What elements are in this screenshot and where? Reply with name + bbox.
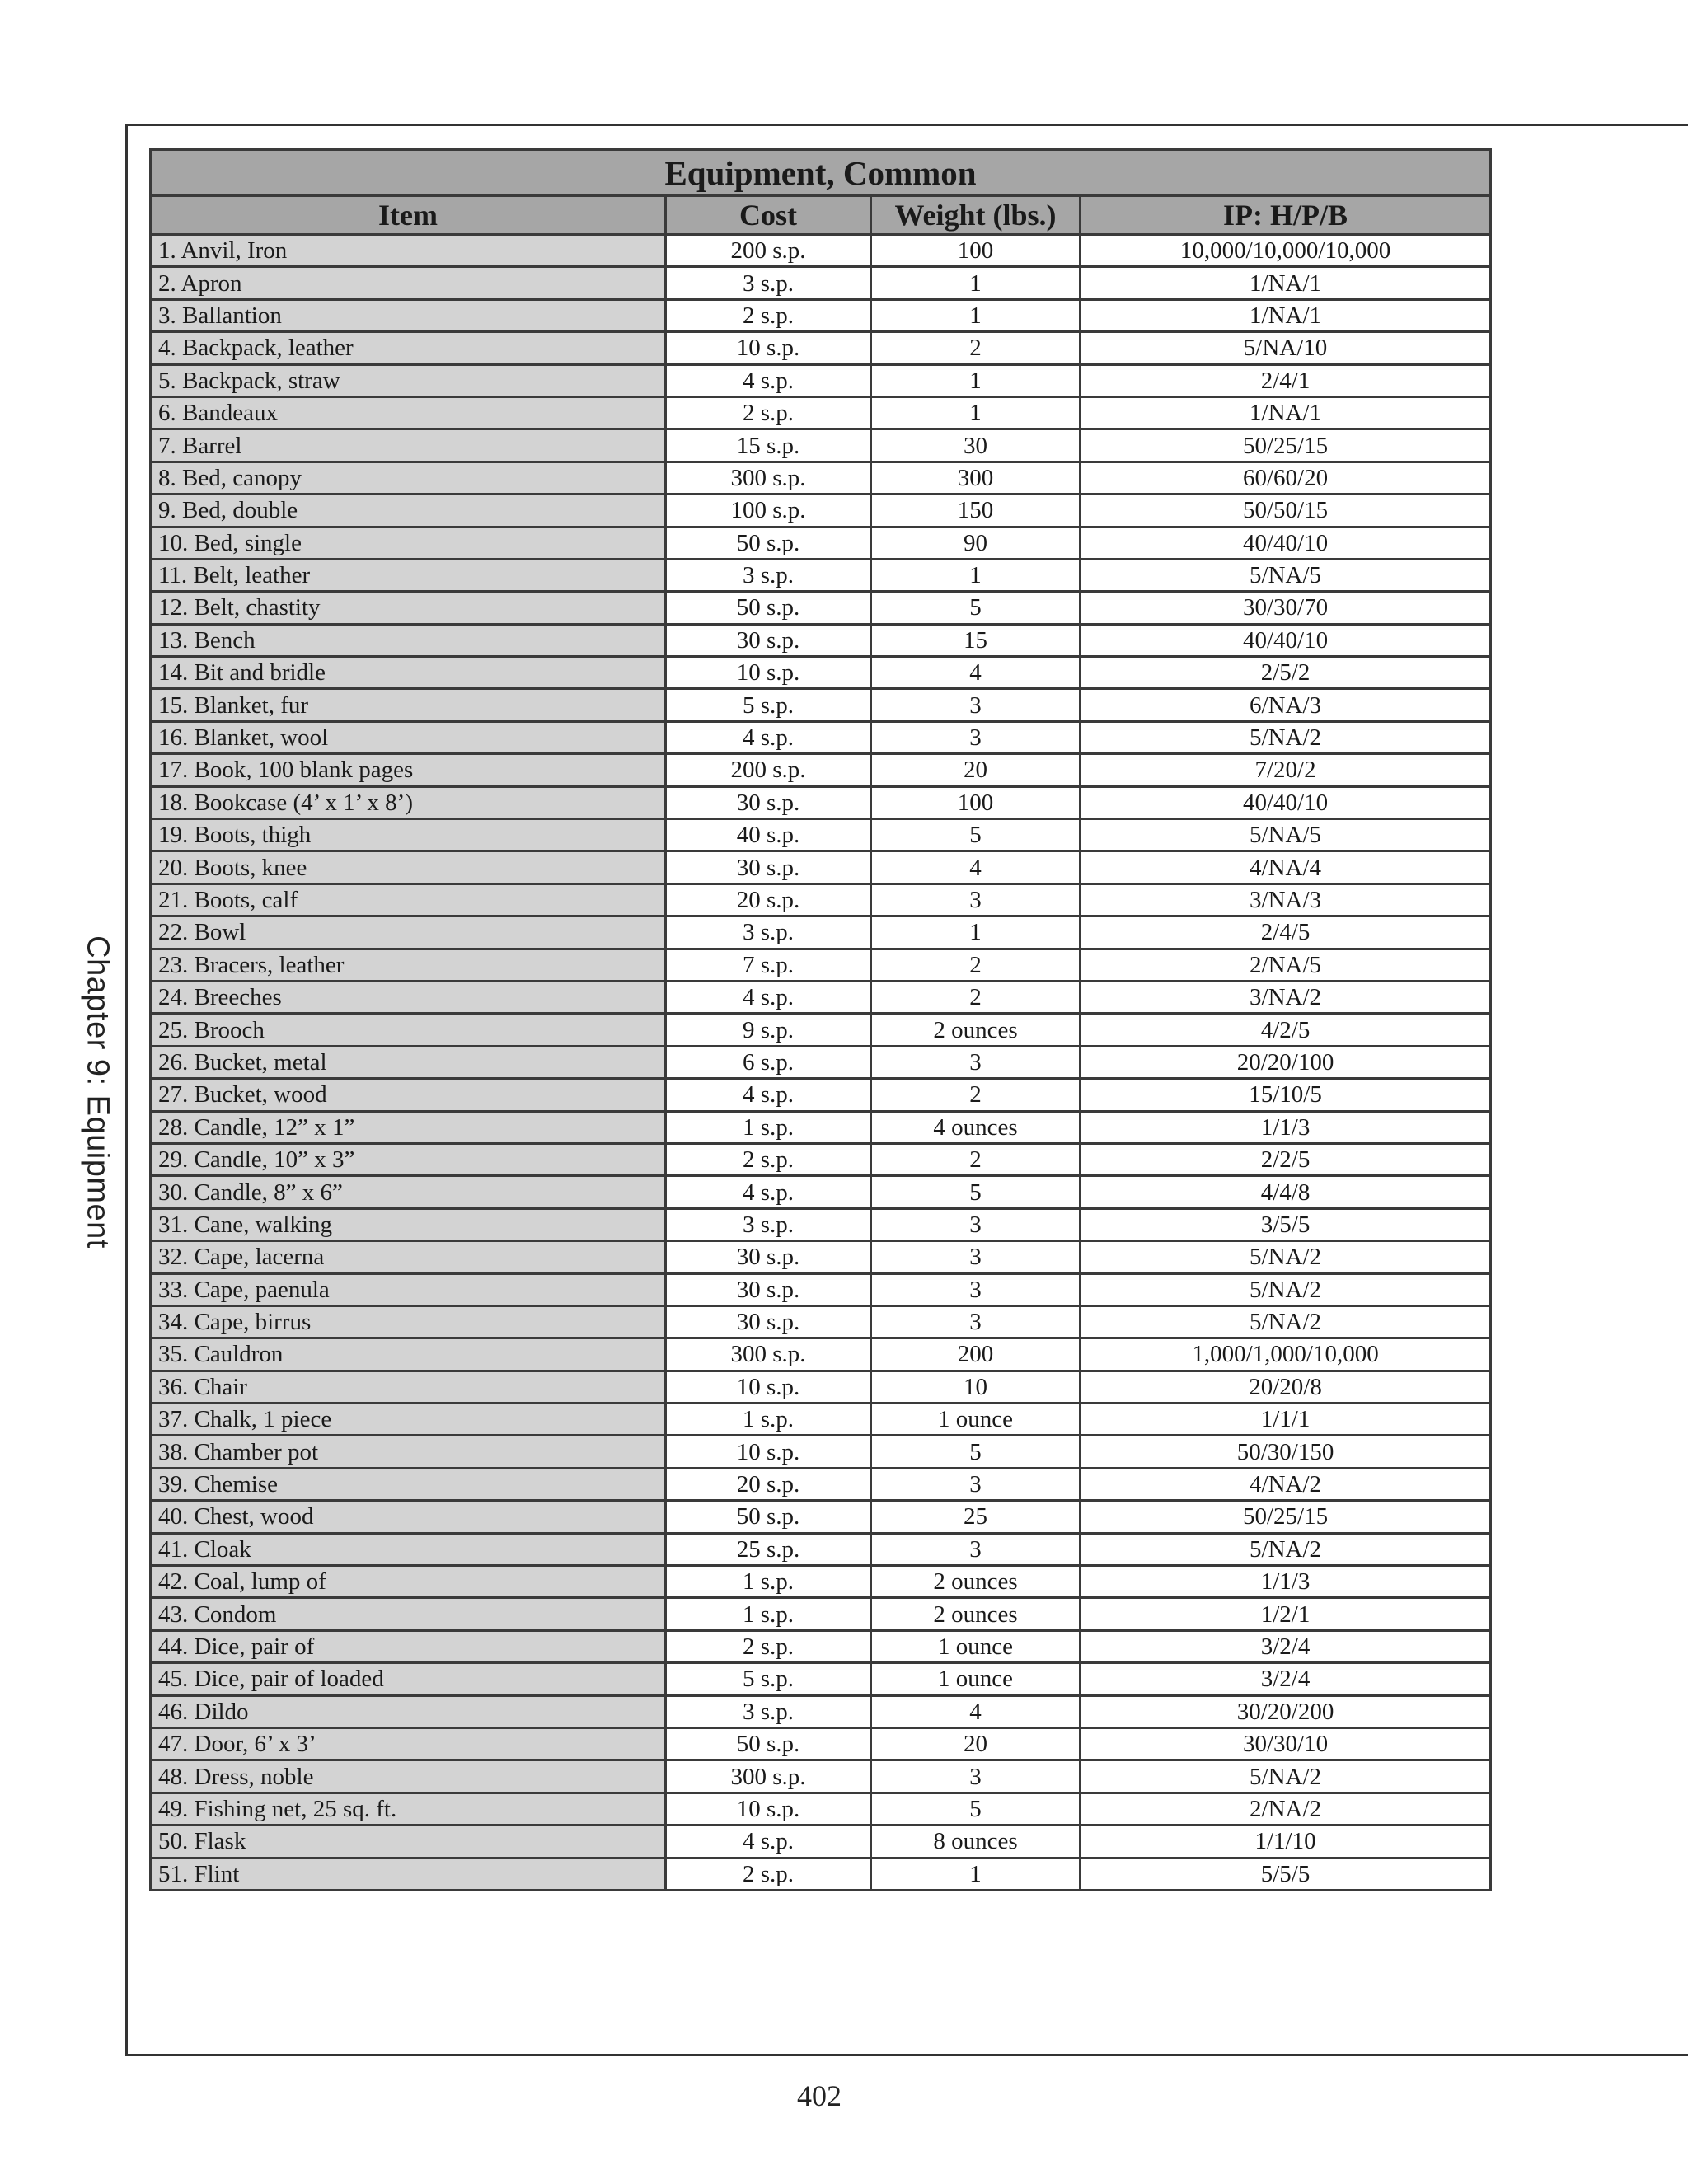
cell-ip: 40/40/10 [1081, 624, 1491, 656]
cell-ip: 5/NA/2 [1081, 1273, 1491, 1305]
cell-item: 28. Candle, 12” x 1” [151, 1111, 666, 1143]
table-row [151, 1014, 1491, 1046]
table-row [151, 299, 1491, 331]
table-row [151, 1858, 1491, 1890]
cell-item: 46. Dildo [151, 1695, 666, 1727]
cell-ip: 4/2/5 [1081, 1014, 1491, 1046]
cell-weight: 1 ounce [871, 1404, 1081, 1436]
cell-cost: 3 s.p. [666, 267, 871, 299]
cell-cost: 3 s.p. [666, 1208, 871, 1240]
cell-cost: 5 s.p. [666, 1663, 871, 1695]
table-row [151, 1695, 1491, 1727]
cell-cost: 5 s.p. [666, 689, 871, 721]
cell-weight: 2 [871, 949, 1081, 981]
cell-item: 20. Boots, knee [151, 851, 666, 883]
table-row [151, 396, 1491, 429]
cell-ip: 2/2/5 [1081, 1143, 1491, 1175]
cell-weight: 3 [871, 1533, 1081, 1565]
header-item: Item [151, 196, 666, 235]
cell-weight: 4 [871, 1695, 1081, 1727]
cell-item: 30. Candle, 8” x 6” [151, 1176, 666, 1208]
cell-ip: 3/2/4 [1081, 1663, 1491, 1695]
cell-cost: 4 s.p. [666, 1825, 871, 1858]
cell-weight: 3 [871, 1273, 1081, 1305]
cell-ip: 15/10/5 [1081, 1079, 1491, 1111]
cell-item: 29. Candle, 10” x 3” [151, 1143, 666, 1175]
cell-cost: 2 s.p. [666, 1143, 871, 1175]
cell-ip: 10,000/10,000/10,000 [1081, 235, 1491, 267]
table-row [151, 1793, 1491, 1825]
cell-cost: 300 s.p. [666, 1760, 871, 1793]
table-row [151, 786, 1491, 818]
cell-cost: 30 s.p. [666, 1241, 871, 1273]
cell-ip: 1,000/1,000/10,000 [1081, 1338, 1491, 1371]
cell-item: 19. Boots, thigh [151, 819, 666, 851]
cell-item: 7. Barrel [151, 429, 666, 462]
cell-cost: 6 s.p. [666, 1046, 871, 1078]
cell-cost: 300 s.p. [666, 1338, 871, 1371]
cell-weight: 5 [871, 592, 1081, 624]
cell-cost: 10 s.p. [666, 657, 871, 689]
cell-weight: 15 [871, 624, 1081, 656]
cell-ip: 3/NA/2 [1081, 981, 1491, 1013]
cell-weight: 8 ounces [871, 1825, 1081, 1858]
cell-item: 48. Dress, noble [151, 1760, 666, 1793]
cell-ip: 3/5/5 [1081, 1208, 1491, 1240]
cell-item: 34. Cape, birrus [151, 1305, 666, 1338]
cell-ip: 2/NA/5 [1081, 949, 1491, 981]
cell-cost: 20 s.p. [666, 1468, 871, 1500]
cell-item: 8. Bed, canopy [151, 462, 666, 494]
cell-ip: 30/20/200 [1081, 1695, 1491, 1727]
cell-ip: 20/20/8 [1081, 1371, 1491, 1403]
cell-item: 21. Boots, calf [151, 883, 666, 916]
table-row [151, 1404, 1491, 1436]
cell-weight: 100 [871, 786, 1081, 818]
table-row [151, 916, 1491, 949]
cell-weight: 2 [871, 332, 1081, 364]
table-row [151, 1176, 1491, 1208]
cell-ip: 50/50/15 [1081, 494, 1491, 527]
cell-ip: 5/NA/2 [1081, 1760, 1491, 1793]
cell-ip: 40/40/10 [1081, 786, 1491, 818]
table-row [151, 1630, 1491, 1662]
cell-item: 9. Bed, double [151, 494, 666, 527]
cell-ip: 5/NA/5 [1081, 559, 1491, 591]
table-row [151, 1566, 1491, 1598]
cell-cost: 50 s.p. [666, 1501, 871, 1533]
cell-ip: 7/20/2 [1081, 754, 1491, 786]
cell-item: 18. Bookcase (4’ x 1’ x 8’) [151, 786, 666, 818]
cell-weight: 1 [871, 396, 1081, 429]
cell-item: 26. Bucket, metal [151, 1046, 666, 1078]
header-cost: Cost [666, 196, 871, 235]
cell-ip: 4/NA/2 [1081, 1468, 1491, 1500]
cell-item: 47. Door, 6’ x 3’ [151, 1727, 666, 1760]
cell-ip: 5/NA/2 [1081, 1533, 1491, 1565]
cell-item: 43. Condom [151, 1598, 666, 1630]
table-row [151, 1533, 1491, 1565]
header-weight: Weight (lbs.) [871, 196, 1081, 235]
cell-weight: 5 [871, 1176, 1081, 1208]
cell-cost: 9 s.p. [666, 1014, 871, 1046]
cell-item: 15. Blanket, fur [151, 689, 666, 721]
cell-weight: 3 [871, 1305, 1081, 1338]
cell-item: 36. Chair [151, 1371, 666, 1403]
cell-weight: 1 [871, 364, 1081, 396]
header-ip: IP: H/P/B [1081, 196, 1491, 235]
cell-cost: 50 s.p. [666, 592, 871, 624]
cell-item: 3. Ballantion [151, 299, 666, 331]
cell-cost: 300 s.p. [666, 462, 871, 494]
cell-cost: 30 s.p. [666, 851, 871, 883]
cell-item: 5. Backpack, straw [151, 364, 666, 396]
cell-item: 40. Chest, wood [151, 1501, 666, 1533]
table-row [151, 494, 1491, 527]
table-row [151, 267, 1491, 299]
table-row [151, 1111, 1491, 1143]
cell-weight: 3 [871, 1046, 1081, 1078]
cell-item: 14. Bit and bridle [151, 657, 666, 689]
table-row [151, 1143, 1491, 1175]
table-row [151, 1825, 1491, 1858]
cell-item: 31. Cane, walking [151, 1208, 666, 1240]
table-row [151, 1598, 1491, 1630]
cell-cost: 30 s.p. [666, 1305, 871, 1338]
cell-ip: 5/NA/2 [1081, 1305, 1491, 1338]
cell-item: 39. Chemise [151, 1468, 666, 1500]
cell-weight: 2 ounces [871, 1598, 1081, 1630]
table-row [151, 429, 1491, 462]
cell-item: 38. Chamber pot [151, 1436, 666, 1468]
cell-ip: 1/NA/1 [1081, 396, 1491, 429]
cell-weight: 150 [871, 494, 1081, 527]
cell-item: 23. Bracers, leather [151, 949, 666, 981]
cell-item: 12. Belt, chastity [151, 592, 666, 624]
cell-ip: 1/1/1 [1081, 1404, 1491, 1436]
cell-cost: 3 s.p. [666, 916, 871, 949]
cell-cost: 4 s.p. [666, 1079, 871, 1111]
cell-ip: 1/2/1 [1081, 1598, 1491, 1630]
table-row [151, 1663, 1491, 1695]
cell-cost: 30 s.p. [666, 1273, 871, 1305]
table-row [151, 364, 1491, 396]
cell-cost: 4 s.p. [666, 364, 871, 396]
table-row [151, 527, 1491, 559]
cell-cost: 10 s.p. [666, 1793, 871, 1825]
table-row [151, 1727, 1491, 1760]
table-row [151, 332, 1491, 364]
cell-weight: 5 [871, 1436, 1081, 1468]
cell-cost: 4 s.p. [666, 981, 871, 1013]
cell-cost: 1 s.p. [666, 1598, 871, 1630]
table-row [151, 851, 1491, 883]
table-row [151, 1079, 1491, 1111]
cell-item: 27. Bucket, wood [151, 1079, 666, 1111]
table-row [151, 1760, 1491, 1793]
cell-cost: 25 s.p. [666, 1533, 871, 1565]
cell-ip: 50/25/15 [1081, 1501, 1491, 1533]
cell-weight: 20 [871, 754, 1081, 786]
cell-ip: 5/NA/2 [1081, 721, 1491, 753]
cell-item: 32. Cape, lacerna [151, 1241, 666, 1273]
cell-weight: 25 [871, 1501, 1081, 1533]
cell-item: 51. Flint [151, 1858, 666, 1890]
cell-weight: 1 [871, 299, 1081, 331]
cell-ip: 1/1/3 [1081, 1111, 1491, 1143]
cell-weight: 300 [871, 462, 1081, 494]
cell-cost: 50 s.p. [666, 1727, 871, 1760]
chapter-side-label: Chapter 9: Equipment [80, 935, 115, 1249]
cell-item: 1. Anvil, Iron [151, 235, 666, 267]
cell-weight: 20 [871, 1727, 1081, 1760]
cell-weight: 1 ounce [871, 1630, 1081, 1662]
cell-weight: 2 ounces [871, 1566, 1081, 1598]
cell-weight: 200 [871, 1338, 1081, 1371]
cell-item: 11. Belt, leather [151, 559, 666, 591]
cell-ip: 5/NA/5 [1081, 819, 1491, 851]
cell-weight: 3 [871, 689, 1081, 721]
cell-item: 37. Chalk, 1 piece [151, 1404, 666, 1436]
cell-weight: 4 [871, 851, 1081, 883]
cell-item: 50. Flask [151, 1825, 666, 1858]
table-row [151, 1371, 1491, 1403]
cell-cost: 3 s.p. [666, 1695, 871, 1727]
page-number: 402 [797, 2079, 842, 2112]
table-row [151, 235, 1491, 267]
cell-ip: 60/60/20 [1081, 462, 1491, 494]
cell-ip: 40/40/10 [1081, 527, 1491, 559]
cell-ip: 2/NA/2 [1081, 1793, 1491, 1825]
cell-weight: 2 ounces [871, 1014, 1081, 1046]
cell-ip: 30/30/70 [1081, 592, 1491, 624]
cell-cost: 100 s.p. [666, 494, 871, 527]
cell-cost: 1 s.p. [666, 1111, 871, 1143]
cell-item: 2. Apron [151, 267, 666, 299]
cell-cost: 1 s.p. [666, 1404, 871, 1436]
cell-ip: 3/NA/3 [1081, 883, 1491, 916]
table-row [151, 949, 1491, 981]
cell-weight: 1 [871, 916, 1081, 949]
table-row [151, 657, 1491, 689]
cell-weight: 1 [871, 559, 1081, 591]
cell-item: 17. Book, 100 blank pages [151, 754, 666, 786]
cell-weight: 90 [871, 527, 1081, 559]
table-row [151, 1273, 1491, 1305]
table-header-row [151, 196, 1491, 235]
table-row [151, 1338, 1491, 1371]
cell-item: 45. Dice, pair of loaded [151, 1663, 666, 1695]
cell-cost: 4 s.p. [666, 1176, 871, 1208]
cell-cost: 2 s.p. [666, 1858, 871, 1890]
table-title: Equipment, Common [151, 150, 1491, 196]
table-row [151, 559, 1491, 591]
cell-ip: 50/25/15 [1081, 429, 1491, 462]
cell-item: 33. Cape, paenula [151, 1273, 666, 1305]
cell-weight: 10 [871, 1371, 1081, 1403]
cell-item: 41. Cloak [151, 1533, 666, 1565]
cell-item: 44. Dice, pair of [151, 1630, 666, 1662]
cell-weight: 30 [871, 429, 1081, 462]
cell-ip: 20/20/100 [1081, 1046, 1491, 1078]
cell-weight: 4 ounces [871, 1111, 1081, 1143]
cell-cost: 10 s.p. [666, 1436, 871, 1468]
cell-ip: 2/4/1 [1081, 364, 1491, 396]
cell-item: 4. Backpack, leather [151, 332, 666, 364]
cell-cost: 20 s.p. [666, 883, 871, 916]
cell-cost: 50 s.p. [666, 527, 871, 559]
cell-cost: 2 s.p. [666, 1630, 871, 1662]
cell-item: 22. Bowl [151, 916, 666, 949]
table-row [151, 754, 1491, 786]
cell-item: 10. Bed, single [151, 527, 666, 559]
table-row [151, 624, 1491, 656]
cell-ip: 5/NA/10 [1081, 332, 1491, 364]
cell-cost: 4 s.p. [666, 721, 871, 753]
cell-item: 35. Cauldron [151, 1338, 666, 1371]
cell-ip: 4/NA/4 [1081, 851, 1491, 883]
cell-cost: 7 s.p. [666, 949, 871, 981]
table-row [151, 1046, 1491, 1078]
cell-ip: 5/5/5 [1081, 1858, 1491, 1890]
cell-weight: 5 [871, 819, 1081, 851]
cell-weight: 2 [871, 1143, 1081, 1175]
cell-ip: 50/30/150 [1081, 1436, 1491, 1468]
cell-weight: 3 [871, 1468, 1081, 1500]
cell-ip: 1/1/10 [1081, 1825, 1491, 1858]
cell-weight: 1 [871, 1858, 1081, 1890]
cell-weight: 3 [871, 721, 1081, 753]
table-row [151, 689, 1491, 721]
cell-weight: 2 [871, 981, 1081, 1013]
cell-weight: 1 ounce [871, 1663, 1081, 1695]
cell-item: 49. Fishing net, 25 sq. ft. [151, 1793, 666, 1825]
cell-weight: 100 [871, 235, 1081, 267]
cell-cost: 200 s.p. [666, 754, 871, 786]
cell-item: 16. Blanket, wool [151, 721, 666, 753]
cell-item: 13. Bench [151, 624, 666, 656]
cell-cost: 10 s.p. [666, 1371, 871, 1403]
cell-ip: 4/4/8 [1081, 1176, 1491, 1208]
cell-weight: 3 [871, 1208, 1081, 1240]
equipment-table [149, 148, 1492, 1891]
cell-item: 42. Coal, lump of [151, 1566, 666, 1598]
table-row [151, 1241, 1491, 1273]
cell-cost: 1 s.p. [666, 1566, 871, 1598]
cell-weight: 4 [871, 657, 1081, 689]
table-row [151, 1305, 1491, 1338]
cell-ip: 1/NA/1 [1081, 267, 1491, 299]
cell-ip: 5/NA/2 [1081, 1241, 1491, 1273]
cell-weight: 3 [871, 883, 1081, 916]
cell-weight: 3 [871, 1760, 1081, 1793]
cell-ip: 1/NA/1 [1081, 299, 1491, 331]
cell-cost: 2 s.p. [666, 299, 871, 331]
cell-ip: 3/2/4 [1081, 1630, 1491, 1662]
cell-cost: 30 s.p. [666, 786, 871, 818]
table-row [151, 462, 1491, 494]
cell-cost: 10 s.p. [666, 332, 871, 364]
cell-cost: 2 s.p. [666, 396, 871, 429]
table-row [151, 721, 1491, 753]
cell-item: 6. Bandeaux [151, 396, 666, 429]
cell-item: 24. Breeches [151, 981, 666, 1013]
cell-weight: 2 [871, 1079, 1081, 1111]
cell-ip: 2/5/2 [1081, 657, 1491, 689]
cell-weight: 5 [871, 1793, 1081, 1825]
cell-cost: 30 s.p. [666, 624, 871, 656]
cell-weight: 1 [871, 267, 1081, 299]
table-row [151, 1208, 1491, 1240]
table-row [151, 981, 1491, 1013]
cell-cost: 3 s.p. [666, 559, 871, 591]
table-row [151, 819, 1491, 851]
cell-weight: 3 [871, 1241, 1081, 1273]
table-title-row [151, 150, 1491, 196]
table-row [151, 1468, 1491, 1500]
cell-ip: 30/30/10 [1081, 1727, 1491, 1760]
cell-ip: 6/NA/3 [1081, 689, 1491, 721]
table-row [151, 1436, 1491, 1468]
cell-cost: 200 s.p. [666, 235, 871, 267]
table-row [151, 1501, 1491, 1533]
cell-cost: 15 s.p. [666, 429, 871, 462]
cell-ip: 2/4/5 [1081, 916, 1491, 949]
cell-ip: 1/1/3 [1081, 1566, 1491, 1598]
cell-item: 25. Brooch [151, 1014, 666, 1046]
table-row [151, 883, 1491, 916]
table-row [151, 592, 1491, 624]
cell-cost: 40 s.p. [666, 819, 871, 851]
table-body [151, 235, 1491, 1891]
